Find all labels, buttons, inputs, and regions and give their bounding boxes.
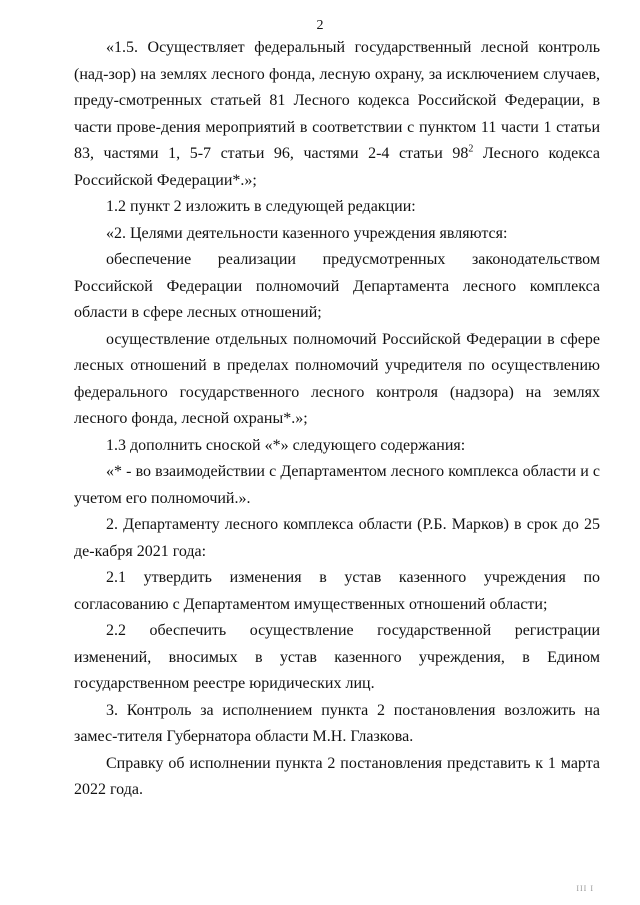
paragraph-3: 3. Контроль за исполнением пункта 2 постановления возложить на замес-тителя Губернатора области М.Н. Глазкова. [74,701,600,745]
superscript-2: 2 [468,143,474,155]
paragraph-1-5-text: «1.5. Осуществляет федеральный государственный лесной контроль (над-зор) на землях лесного фонда, лесную охрану, за исключением случаев, преду-смотренных статьей 81 Лесного кодекса Российской Федерации, в части прове-дения мероприятий в соответствии с пунктом 11 части 1 статьи 83, частями 1, 5-7 статьи 96, частями 2-4 статьи 98 [74,39,600,162]
paragraph-1-5-tail: Лесного кодекса Российской Федерации*.»; [74,145,600,189]
paragraph-report: Справку об исполнении пункта 2 постановления представить к 1 марта 2022 года. [74,754,600,798]
corner-mark: ІІІ І [576,884,594,893]
paragraph-2-2: 2.2 обеспечить осуществление государственной регистрации изменений, вносимых в устав казенного учреждения, в Едином государственном реестре юридических лиц. [74,622,600,692]
paragraph-goal-2: осуществление отдельных полномочий Российской Федерации в сфере лесных отношений в пределах полномочий учредителя по осуществлению федерального государственного лесного контроля (надзора) на землях лесного фонда, лесной охраны*.»; [74,330,600,427]
paragraph-1-2: 1.2 пункт 2 изложить в следующей редакции: [106,198,416,215]
page-number: 2 [316,18,324,33]
paragraph-2-1: 2.1 утвердить изменения в устав казенного учреждения по согласованию с Департаментом имущественных отношений области; [74,569,600,613]
paragraph-1-5 [74,35,600,194]
document-body [74,35,600,804]
paragraph-2: 2. Департаменту лесного комплекса области (Р.Б. Марков) в срок до 25 де-кабря 2021 года: [74,516,600,560]
paragraph-goal-1: обеспечение реализации предусмотренных законодательством Российской Федерации полномочий Департамента лесного комплекса области в сфере лесных отношений; [74,251,600,321]
paragraph-2-goals: «2. Целями деятельности казенного учреждения являются: [106,224,508,242]
paragraph-1-3: 1.3 дополнить сноской «*» следующего содержания: [106,436,466,454]
paragraph-footnote: «* - во взаимодействии с Департаментом лесного комплекса области и с учетом его полномочий.». [74,463,600,507]
